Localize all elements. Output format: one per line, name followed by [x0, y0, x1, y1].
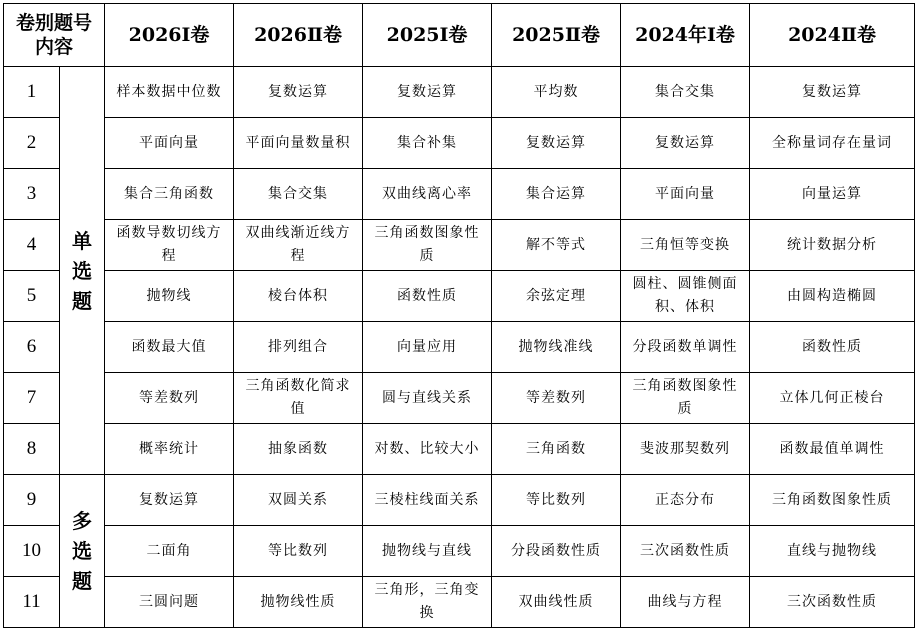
column-header: 2026Ⅰ卷	[105, 4, 234, 67]
category-multi-choice: 多选题	[60, 475, 105, 628]
topic-cell: 三次函数性质	[750, 577, 915, 628]
topic-cell: 排列组合	[234, 322, 363, 373]
topic-cell: 正态分布	[621, 475, 750, 526]
topic-cell: 曲线与方程	[621, 577, 750, 628]
column-header: 2025Ⅰ卷	[363, 4, 492, 67]
topic-cell: 双曲线渐近线方程	[234, 220, 363, 271]
topic-cell: 对数、比较大小	[363, 424, 492, 475]
topic-cell: 抛物线性质	[234, 577, 363, 628]
topic-cell: 等比数列	[234, 526, 363, 577]
topics-table	[3, 3, 915, 628]
topic-cell: 样本数据中位数	[105, 67, 234, 118]
topic-cell: 集合交集	[234, 169, 363, 220]
topic-cell: 分段函数单调性	[621, 322, 750, 373]
topic-cell: 三次函数性质	[621, 526, 750, 577]
topic-cell: 抛物线准线	[492, 322, 621, 373]
table-body	[4, 67, 915, 628]
topic-cell: 三角函数	[492, 424, 621, 475]
topic-cell: 函数性质	[750, 322, 915, 373]
topic-cell: 集合补集	[363, 118, 492, 169]
topic-cell: 平面向量	[105, 118, 234, 169]
topic-cell: 函数导数切线方程	[105, 220, 234, 271]
topic-cell: 双圆关系	[234, 475, 363, 526]
topic-cell: 解不等式	[492, 220, 621, 271]
topic-cell: 复数运算	[105, 475, 234, 526]
column-header: 2024年Ⅰ卷	[621, 4, 750, 67]
topic-cell: 二面角	[105, 526, 234, 577]
question-number: 2	[4, 118, 60, 169]
column-header: 2025Ⅱ卷	[492, 4, 621, 67]
topic-cell: 余弦定理	[492, 271, 621, 322]
topic-cell: 平面向量	[621, 169, 750, 220]
topic-cell: 由圆构造椭圆	[750, 271, 915, 322]
question-number: 1	[4, 67, 60, 118]
question-number: 3	[4, 169, 60, 220]
topic-cell: 函数最值单调性	[750, 424, 915, 475]
topic-cell: 复数运算	[750, 67, 915, 118]
topic-cell: 棱台体积	[234, 271, 363, 322]
table-row	[4, 118, 915, 169]
topic-cell: 三角函数图象性质	[621, 373, 750, 424]
topic-cell: 三角函数图象性质	[750, 475, 915, 526]
topic-cell: 复数运算	[492, 118, 621, 169]
question-number: 8	[4, 424, 60, 475]
topic-cell: 双曲线性质	[492, 577, 621, 628]
topic-cell: 集合三角函数	[105, 169, 234, 220]
topic-cell: 直线与抛物线	[750, 526, 915, 577]
topic-cell: 三角形，三角变换	[363, 577, 492, 628]
topic-cell: 向量运算	[750, 169, 915, 220]
table-row	[4, 220, 915, 271]
column-header: 2024Ⅱ卷	[750, 4, 915, 67]
topic-cell: 立体几何正棱台	[750, 373, 915, 424]
topic-cell: 集合运算	[492, 169, 621, 220]
topic-cell: 圆柱、圆锥侧面积、体积	[621, 271, 750, 322]
topic-cell: 三圆问题	[105, 577, 234, 628]
table-row	[4, 322, 915, 373]
topic-cell: 三角函数化简求值	[234, 373, 363, 424]
topic-cell: 等差数列	[105, 373, 234, 424]
topic-cell: 斐波那契数列	[621, 424, 750, 475]
topic-cell: 统计数据分析	[750, 220, 915, 271]
header-row	[4, 4, 915, 67]
topic-cell: 全称量词存在量词	[750, 118, 915, 169]
question-number: 11	[4, 577, 60, 628]
topic-cell: 三棱柱线面关系	[363, 475, 492, 526]
category-single-choice: 单选题	[60, 67, 105, 475]
topic-cell: 复数运算	[234, 67, 363, 118]
topic-cell: 函数性质	[363, 271, 492, 322]
question-number: 9	[4, 475, 60, 526]
table-row	[4, 475, 915, 526]
corner-header: 卷别题号内容	[4, 4, 105, 67]
topic-cell: 复数运算	[621, 118, 750, 169]
topic-cell: 平面向量数量积	[234, 118, 363, 169]
topic-cell: 双曲线离心率	[363, 169, 492, 220]
table-row	[4, 271, 915, 322]
topic-cell: 复数运算	[363, 67, 492, 118]
topic-cell: 抛物线	[105, 271, 234, 322]
topic-cell: 圆与直线关系	[363, 373, 492, 424]
topic-cell: 等差数列	[492, 373, 621, 424]
topic-cell: 分段函数性质	[492, 526, 621, 577]
topic-cell: 概率统计	[105, 424, 234, 475]
topic-cell: 向量应用	[363, 322, 492, 373]
topic-cell: 抽象函数	[234, 424, 363, 475]
topic-cell: 抛物线与直线	[363, 526, 492, 577]
table-row	[4, 577, 915, 628]
topic-cell: 三角函数图象性质	[363, 220, 492, 271]
table-row	[4, 169, 915, 220]
topic-cell: 等比数列	[492, 475, 621, 526]
column-header: 2026Ⅱ卷	[234, 4, 363, 67]
table-row	[4, 67, 915, 118]
question-number: 5	[4, 271, 60, 322]
table-row	[4, 424, 915, 475]
topic-cell: 平均数	[492, 67, 621, 118]
topic-cell: 函数最大值	[105, 322, 234, 373]
topic-cell: 三角恒等变换	[621, 220, 750, 271]
table-row	[4, 526, 915, 577]
question-number: 6	[4, 322, 60, 373]
question-number: 7	[4, 373, 60, 424]
topic-cell: 集合交集	[621, 67, 750, 118]
table-row	[4, 373, 915, 424]
question-number: 4	[4, 220, 60, 271]
question-number: 10	[4, 526, 60, 577]
